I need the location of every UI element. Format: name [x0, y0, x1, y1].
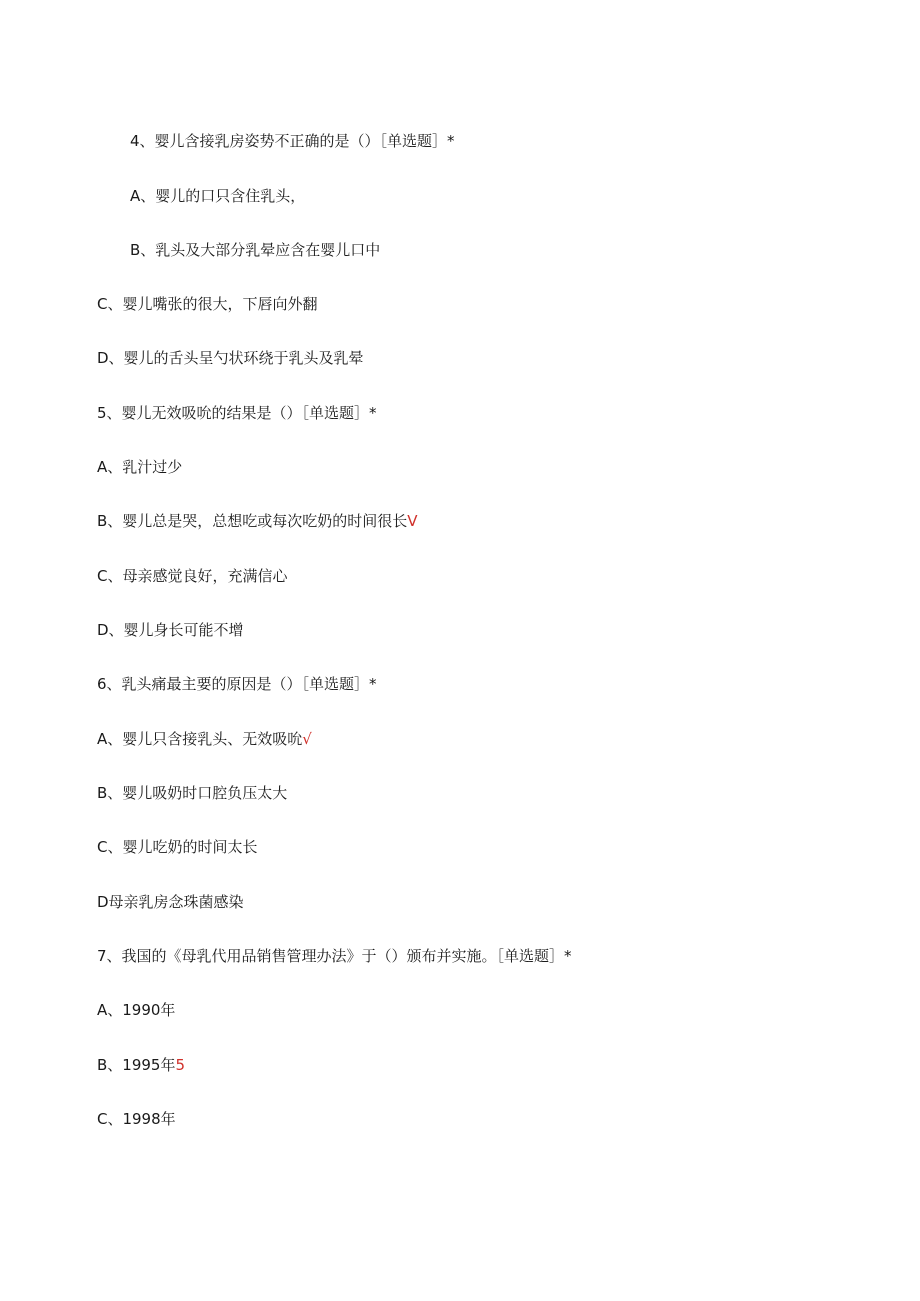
answer-mark: √ — [302, 730, 312, 748]
question-5-option-d: D、婴儿身长可能不增 — [97, 621, 244, 639]
question-6-option-b: B、婴儿吸奶时口腔负压太大 — [97, 784, 288, 802]
question-4-option-d: D、婴儿的舌头呈勺状环绕于乳头及乳晕 — [97, 349, 364, 367]
question-6-option-d: D母亲乳房念珠菌感染 — [97, 893, 244, 911]
question-5-title: 5、婴儿无效吸吮的结果是（）［单选题］* — [97, 404, 377, 422]
question-4-option-a: A、婴儿的口只含住乳头， — [130, 187, 306, 205]
question-4-option-c: C、婴儿嘴张的很大，下唇向外翻 — [97, 295, 318, 313]
question-7-option-c: C、1998年 — [97, 1110, 176, 1128]
question-6-option-c: C、婴儿吃奶的时间太长 — [97, 838, 258, 856]
answer-mark: V — [407, 512, 418, 530]
question-5-option-a: A、乳汁过少 — [97, 458, 183, 476]
question-7-option-a: A、1990年 — [97, 1001, 176, 1019]
question-6-title: 6、乳头痛最主要的原因是（）［单选题］* — [97, 675, 377, 693]
answer-mark: 5 — [175, 1056, 186, 1074]
question-5-option-c: C、母亲感觉良好，充满信心 — [97, 567, 288, 585]
question-7-option-b: B、1995年5 — [97, 1056, 186, 1074]
question-7-title: 7、我国的《母乳代用品销售管理办法》于（）颁布并实施。［单选题］* — [97, 947, 572, 965]
question-4-title: 4、婴儿含接乳房姿势不正确的是（）［单选题］* — [130, 132, 455, 150]
question-4-option-b: B、乳头及大部分乳晕应含在婴儿口中 — [130, 241, 381, 259]
question-5-option-b: B、婴儿总是哭，总想吃或每次吃奶的时间很长V — [97, 512, 418, 530]
question-6-option-a: A、婴儿只含接乳头、无效吸吮√ — [97, 730, 312, 748]
